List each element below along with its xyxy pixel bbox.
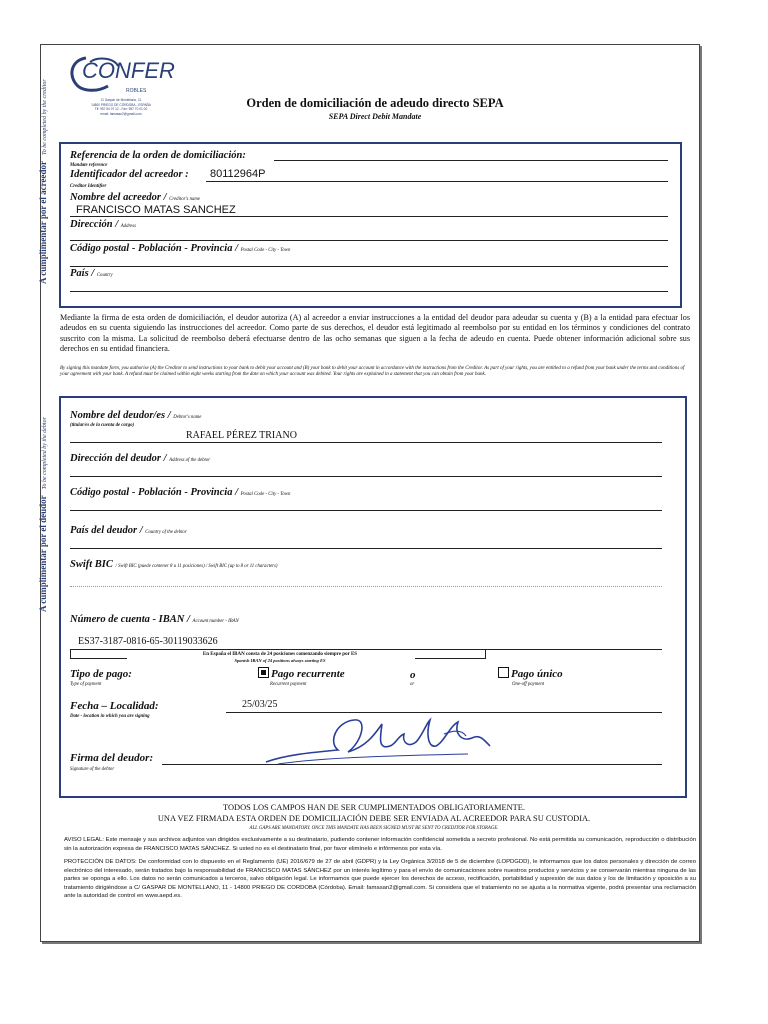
date-label: Fecha – Localidad: xyxy=(70,700,159,712)
mandate-reference-field[interactable] xyxy=(274,160,668,161)
debtor-name-label: Nombre del deudor/es / Debtor's name xyxy=(70,410,202,421)
address-line: 14800 PRIEGO DE CÓRDOBA - ESPAÑA xyxy=(91,102,151,107)
debtor-country-field[interactable] xyxy=(70,548,662,549)
signature-sub: Signature of the debtor xyxy=(70,767,115,772)
iban-note: En España el IBAN consta de 24 posiciones comenzando siempre por ES xyxy=(202,652,358,657)
payment-type-sub: Type of payment xyxy=(70,682,102,687)
iban-value: ES37-3187-0816-65-30119033626 xyxy=(78,636,218,647)
mandate-reference-label: Referencia de la orden de domiciliación: xyxy=(70,150,246,161)
logo-text: CONFER xyxy=(82,58,175,83)
creditor-identifier-label: Identificador del acreedor : xyxy=(70,169,189,180)
document-title: Orden de domiciliación de adeudo directo SEPA xyxy=(246,96,504,110)
creditor-postal-field[interactable] xyxy=(70,266,668,267)
debtor-postal-label: Código postal - Población - Provincia / Postal Code - City - Town xyxy=(70,487,291,498)
swift-label: Swift BIC / Swift BIC (puede contener 8 u 11 posiciones) / Swift BIC (up to 8 or 11 characters) xyxy=(70,559,278,570)
mandate-text-en: By signing this mandate form, you authorise (A) the Creditor to send instructions to your bank to debit your account and (B) your bank to debit your account in accordance with the instructions from the Creditor. As part of your rights, you are entitled to a refund from your bank under the terms and conditions of your agreement with your bank. A refund must be claimed within eight weeks starting from the date on which your account was debited. Your rights are explained in a statement that you can obtain from your bank. xyxy=(60,366,685,378)
single-payment-option[interactable]: Pago único xyxy=(498,667,563,680)
iban-note-en: Spanish IBAN of 24 positions always starting ES xyxy=(234,658,326,663)
debtor-name-sub: (titular/es de la cuenta de cargo) xyxy=(70,423,135,428)
creditor-country-label: País / Country xyxy=(70,268,113,279)
company-address xyxy=(66,98,176,116)
debtor-address-label: Dirección del deudor / Address of the debtor xyxy=(70,453,211,464)
address-line: email: famasan2@gmail.com xyxy=(100,111,142,116)
mandate-reference-sub: Mandate reference xyxy=(70,163,108,168)
debtor-signature xyxy=(258,712,498,772)
creditor-name-value: FRANCISCO MATAS SANCHEZ xyxy=(76,204,236,216)
iban-field[interactable] xyxy=(70,649,662,650)
creditor-address-label: Dirección / Address xyxy=(70,219,137,230)
creditor-postal-label: Código postal - Población - Provincia / Postal Code - City - Town xyxy=(70,243,291,254)
recurrent-payment-option[interactable]: Pago recurrente xyxy=(258,667,345,680)
debtor-address-field[interactable] xyxy=(70,476,662,477)
iban-label: Número de cuenta - IBAN / Account number - IBAN xyxy=(70,614,239,625)
iban-bracket-left xyxy=(70,650,127,659)
single-checkbox[interactable] xyxy=(498,667,509,678)
creditor-name-field[interactable] xyxy=(70,216,668,217)
confer-logo xyxy=(68,52,178,98)
legal-notice: AVISO LEGAL: Este mensaje y sus archivos adjuntos van dirigidos exclusivamente a su destinatario, pudiendo contener información confidencial sometida a secreto profesional. No está permitida su comunicación, reproducción o distribución sin la autorización expresa de FRANCISCO MATAS SÁNCHEZ. Si usted no es el destinatario final, por favor elimínelo e infórmenos por esta vía. xyxy=(64,837,696,852)
or-sub: or xyxy=(410,682,415,687)
swift-field[interactable] xyxy=(70,586,662,587)
debtor-side-label: A cumplimentar por el deudorTo be completed by the debtor xyxy=(38,417,48,612)
creditor-box xyxy=(59,142,682,308)
payment-type-label: Tipo de pago: xyxy=(70,668,132,680)
recurrent-sub: Recurrent payment xyxy=(270,682,307,687)
iban-bracket-right xyxy=(415,650,486,659)
debtor-name-value: RAFAEL PÉREZ TRIANO xyxy=(186,430,297,441)
data-protection-notice: PROTECCIÓN DE DATOS: De conformidad con lo dispuesto en el Reglamento (UE) 2016/679 de 27 de abril (GDPR) y la Ley Orgánica 3/2018 de 5 de diciembre (LOPDGDD), le informamos que los datos personales y dirección de correo electrónico del interesado, serán tratados bajo la responsabilidad de FRANCISCO MATAS SÁNCHEZ por un interés legítimo y para el envío de comunicaciones sobre nuestros productos y servicios y se conservarán mientras ninguna de las partes se oponga a ello. Los datos no serán comunicados a terceros, salvo obligación legal. Le informamos que puede ejercer los derechos de acceso, rectificación, portabilidad y supresión de sus datos y los de limitación y oposición a su tratamiento dirigiéndose a C/ GASPAR DE MONTELLANO, 11 - 14800 PRIEGO DE CORDOBA (Córdoba). Email: famasan2@gmail.com. Si considera que el tratamiento no se ajusta a la normativa vigente, podrá presentar una reclamación ante la autoridad de control en www.aepd.es. xyxy=(64,859,696,899)
debtor-postal-field[interactable] xyxy=(70,510,662,511)
signature-label: Firma del deudor: xyxy=(70,752,154,764)
mandatory-notice: TODOS LOS CAMPOS HAN DE SER CUMPLIMENTADOS OBLIGATORIAMENTE. xyxy=(223,803,525,812)
debtor-country-label: País del deudor / Country of the debtor xyxy=(70,525,187,536)
address-line: C/ Gaspar de Montellano, 11 xyxy=(100,98,142,102)
send-back-notice-en: ALL GAPS ARE MANDATORY. ONCE THIS MANDATE HAS BEEN SIGNED MUST BE SENT TO CREDITOR FOR STORAGE. xyxy=(249,826,499,831)
creditor-side-label: A cumplimentar por el acreedorTo be completed by the creditor xyxy=(38,79,48,284)
creditor-identifier-field[interactable] xyxy=(206,181,668,182)
logo-sub: ROBLES xyxy=(126,88,147,94)
creditor-name-label: Nombre del acreedor / Creditor's name xyxy=(70,192,200,203)
date-sub: Date - location in which you are signing xyxy=(70,714,150,719)
creditor-address-field[interactable] xyxy=(70,240,668,241)
single-sub: One-off payment xyxy=(512,682,545,687)
mandate-text-es: Mediante la firma de esta orden de domiciliación, el deudor autoriza (A) al acreedor a enviar instrucciones a la entidad del deudor para adeudar su cuenta y (B) a la entidad para efectuar los adeudos en su cuenta siguiendo las instrucciones del acreedor. Como parte de sus derechos, el deudor está legitimado al reembolso por su entidad en los términos y condiciones del contrato suscrito con la misma. La solicitud de reembolso deberá efectuarse dentro de las ocho semanas que siguen a la fecha de adeudo en cuenta. Puede obtener información adicional sobre sus derechos en su entidad financiera. xyxy=(60,313,690,354)
send-back-notice: UNA VEZ FIRMADA ESTA ORDEN DE DOMICILIACIÓN DEBE SER ENVIADA AL ACREEDOR PARA SU CUSTODIA. xyxy=(157,814,591,823)
or-label: o xyxy=(410,669,416,681)
creditor-identifier-value: 80112964P xyxy=(210,168,266,180)
debtor-name-field[interactable] xyxy=(70,442,662,443)
document-subtitle: SEPA Direct Debit Mandate xyxy=(328,112,422,121)
creditor-country-field[interactable] xyxy=(70,291,668,292)
creditor-identifier-sub: Creditor Identifier xyxy=(70,184,107,189)
address-line: Tlf: 957 54 07 12 - Fax: 957 70 01 00 xyxy=(94,107,148,112)
date-value: 25/03/25 xyxy=(242,699,278,710)
recurrent-checkbox[interactable] xyxy=(258,667,269,678)
